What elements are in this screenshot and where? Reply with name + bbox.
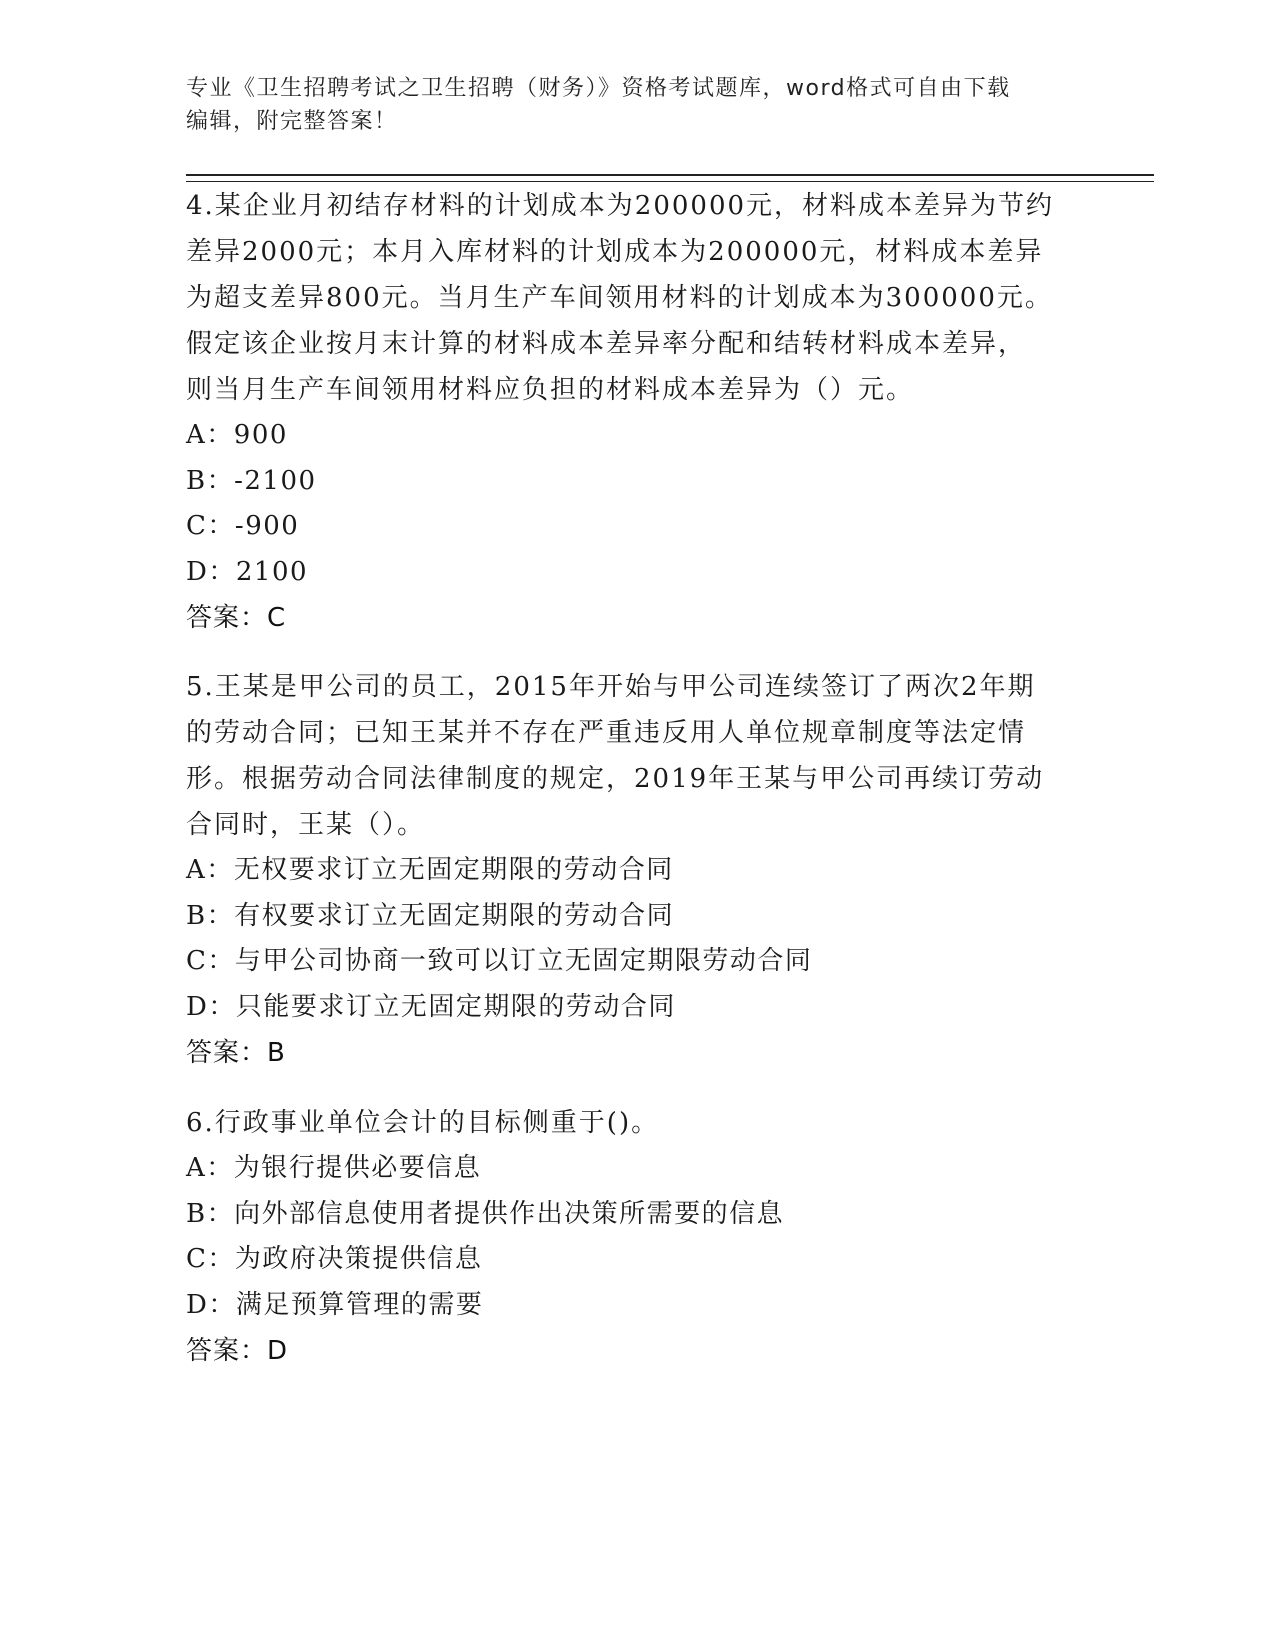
option-text: 900	[233, 420, 288, 450]
question-stem-line: 4.某企业月初结存材料的计划成本为200000元，材料成本差异为节约	[186, 191, 1055, 221]
option-key: D：	[186, 991, 236, 1022]
option-d	[186, 550, 1086, 596]
question-stem-line: 5.王某是甲公司的员工，2015年开始与甲公司连续签订了两次2年期	[186, 672, 1036, 702]
question-stem-line: 假定该企业按月末计算的材料成本差异率分配和结转材料成本差异，	[186, 329, 1027, 359]
option-text: 为政府决策提供信息	[234, 1244, 483, 1274]
answer-label: 答案：D	[186, 1336, 289, 1366]
option-text: 为银行提供必要信息	[233, 1153, 482, 1183]
option-key: C：	[186, 511, 235, 541]
option-key: A：	[186, 420, 234, 450]
question-5	[186, 664, 1086, 1076]
option-c	[186, 504, 1086, 550]
question-stem-line: 合同时，王某（）。	[186, 810, 426, 840]
option-key: B：	[186, 1198, 235, 1229]
option-text: 2100	[235, 556, 309, 587]
option-c	[186, 1237, 1086, 1283]
option-text: 满足预算管理的需要	[235, 1289, 484, 1320]
option-b	[186, 894, 1086, 940]
header-divider-thin	[186, 181, 1154, 182]
option-key: B：	[186, 465, 235, 496]
header-line-1: 专业《卫生招聘考试之卫生招聘（财务）》资格考试题库，word格式可自由下载	[186, 76, 1011, 101]
question-stem-line: 则当月生产车间领用材料应负担的材料成本差异为（）元。	[186, 375, 915, 405]
option-d	[186, 985, 1086, 1031]
option-text: -900	[234, 511, 300, 541]
question-stem-line: 的劳动合同；已知王某并不存在严重违反用人单位规章制度等法定情	[186, 718, 1027, 748]
header-line-2: 编辑，附完整答案！	[186, 109, 398, 134]
answer-label: 答案：C	[186, 603, 287, 633]
option-text: -2100	[234, 465, 317, 496]
question-stem-line: 差异2000元；本月入库材料的计划成本为200000元，材料成本差异	[186, 237, 1044, 267]
option-text: 与甲公司协商一致可以订立无固定期限劳动合同	[234, 946, 813, 976]
option-b	[186, 459, 1086, 505]
option-a	[186, 413, 1086, 459]
option-key: D：	[186, 1289, 236, 1320]
option-text: 无权要求订立无固定期限的劳动合同	[233, 855, 674, 885]
answer-label: 答案：B	[186, 1038, 286, 1068]
option-key: C：	[186, 946, 235, 976]
option-text: 向外部信息使用者提供作出决策所需要的信息	[234, 1198, 785, 1229]
option-key: D：	[186, 556, 236, 587]
option-key: A：	[186, 1153, 234, 1183]
option-a	[186, 848, 1086, 894]
option-text: 只能要求订立无固定期限的劳动合同	[235, 991, 676, 1022]
option-text: 有权要求订立无固定期限的劳动合同	[234, 900, 675, 931]
header-divider-thick	[186, 174, 1154, 176]
question-stem-line: 6.行政事业单位会计的目标侧重于()。	[186, 1108, 660, 1138]
question-4	[186, 183, 1086, 641]
question-6	[186, 1100, 1086, 1374]
option-d	[186, 1283, 1086, 1329]
option-key: A：	[186, 855, 234, 885]
option-a	[186, 1146, 1086, 1192]
option-c	[186, 939, 1086, 985]
question-stem-line: 形。根据劳动合同法律制度的规定，2019年王某与甲公司再续订劳动	[186, 764, 1045, 794]
option-b	[186, 1192, 1086, 1238]
document-header	[186, 72, 1066, 138]
option-key: C：	[186, 1244, 235, 1274]
question-stem-line: 为超支差异800元。当月生产车间领用材料的计划成本为300000元。	[186, 283, 1053, 313]
option-key: B：	[186, 900, 235, 931]
